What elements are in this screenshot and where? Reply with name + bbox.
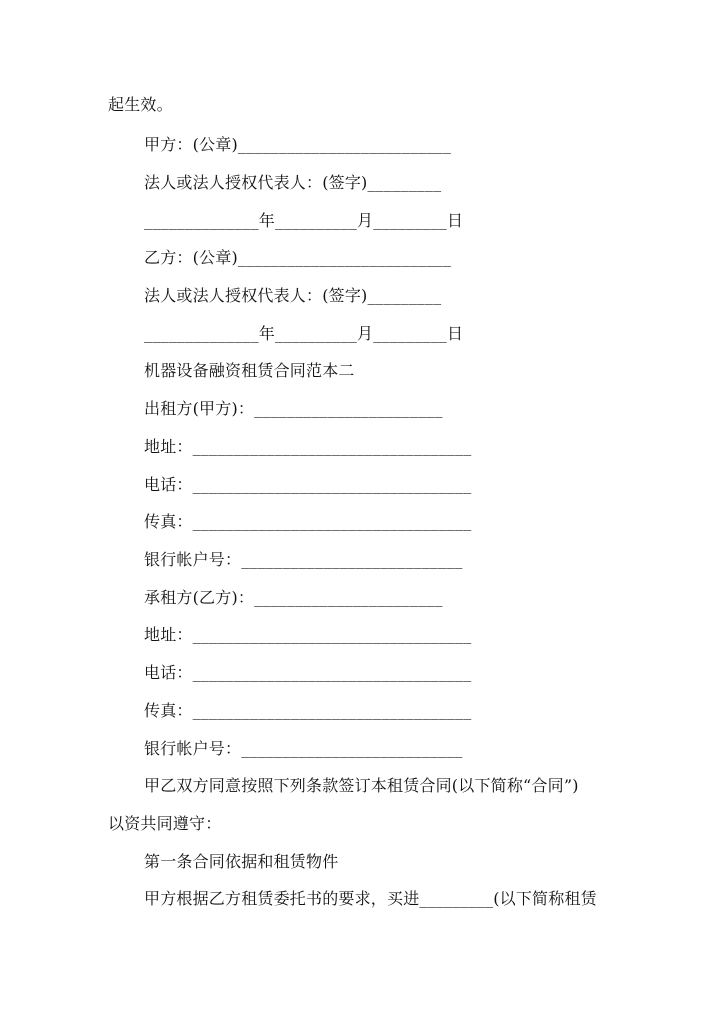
lessor-phone-line: 电话：__________________________________ [144, 475, 472, 494]
section-heading: 机器设备融资租赁合同范本二 [144, 361, 355, 380]
lessor-fax-line: 传真：__________________________________ [144, 512, 472, 531]
agreement-paragraph-line-1: 甲乙双方同意按照下列条款签订本租赁合同(以下简称“合同”) [144, 776, 579, 795]
article-one-paragraph-line: 甲方根据乙方租赁委托书的要求，买进_________(以下简称租赁 [144, 889, 597, 908]
lessee-line: 承租方(乙方)：_______________________ [144, 588, 443, 607]
lessee-bank-account-line: 银行帐户号：___________________________ [144, 739, 463, 758]
party-b-representative-line: 法人或法人授权代表人：(签字)_________ [144, 286, 442, 305]
lessor-line: 出租方(甲方)：_______________________ [144, 399, 443, 418]
party-b-date-line: ______________年__________月_________日 [144, 324, 464, 343]
lessor-address-line: 地址：__________________________________ [144, 437, 472, 456]
agreement-paragraph-line-2: 以资共同遵守： [108, 814, 222, 833]
lessor-bank-account-line: 银行帐户号：___________________________ [144, 550, 463, 569]
article-one-heading: 第一条合同依据和租赁物件 [144, 852, 339, 871]
text-line-continuation: 起生效。 [108, 95, 173, 114]
lessee-fax-line: 传真：__________________________________ [144, 701, 472, 720]
party-a-seal-line: 甲方：(公章)__________________________ [144, 135, 452, 154]
party-a-date-line: ______________年__________月_________日 [144, 211, 464, 230]
lessee-address-line: 地址：__________________________________ [144, 625, 472, 644]
party-b-seal-line: 乙方：(公章)__________________________ [144, 248, 452, 267]
party-a-representative-line: 法人或法人授权代表人：(签字)_________ [144, 173, 442, 192]
lessee-phone-line: 电话：__________________________________ [144, 663, 472, 682]
